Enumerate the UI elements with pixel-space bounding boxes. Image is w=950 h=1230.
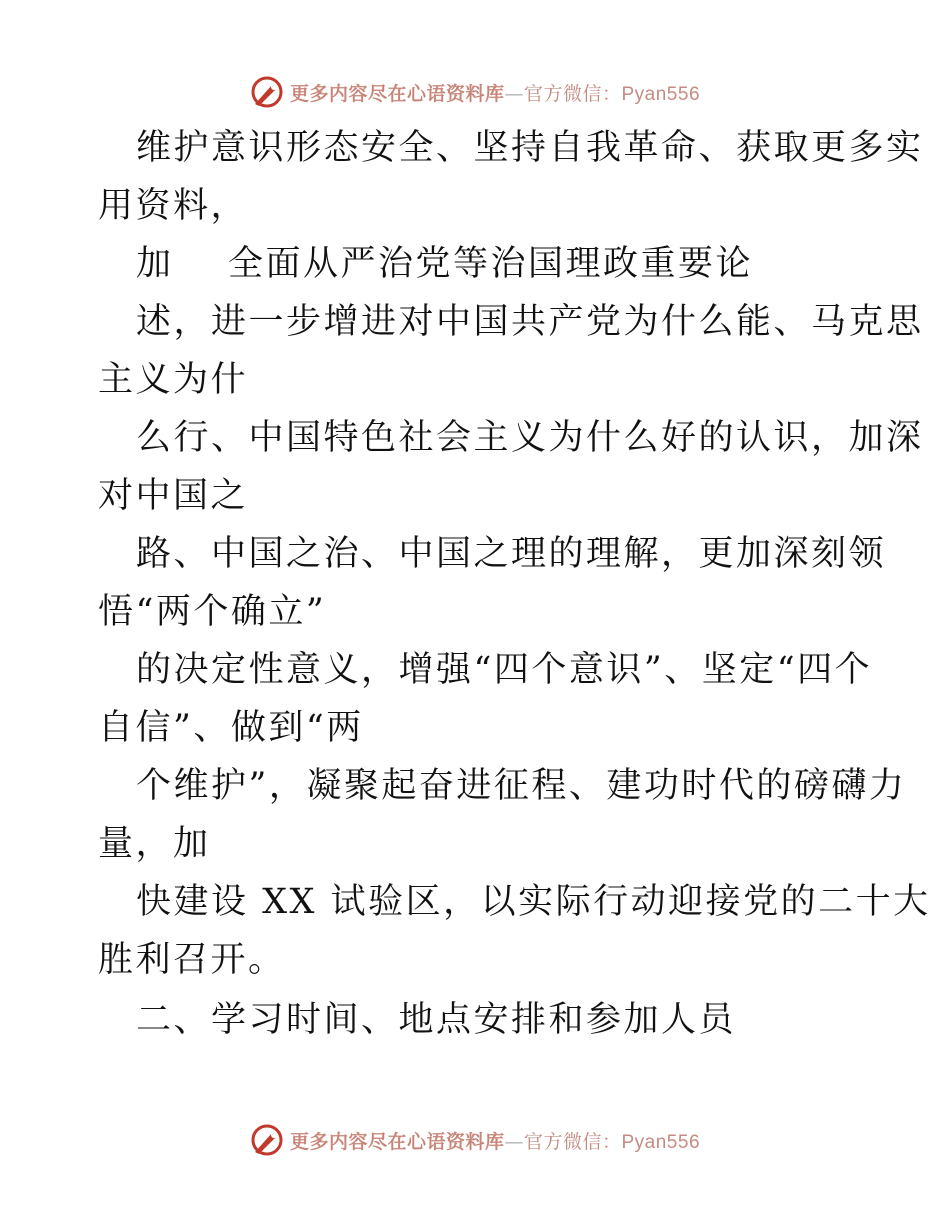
banner-main-text: 更多内容尽在心语资料库 [289, 82, 505, 105]
body-line: 对中国之 [98, 476, 249, 516]
pen-logo-icon [250, 1123, 284, 1157]
header-watermark-banner [0, 72, 950, 112]
banner-separator: — [504, 82, 524, 105]
body-line: 维护意识形态安全、坚持自我革命、获取更多实 [136, 128, 924, 168]
footer-watermark-banner [0, 1120, 950, 1160]
body-line: 自信”、做到“两 [98, 708, 364, 748]
body-line: 加 全面从严治党等治国理政重要论 [136, 244, 754, 284]
pen-logo-icon [250, 75, 284, 109]
banner-separator: — [504, 1130, 524, 1153]
body-line: 路、中国之治、中国之理的理解，更加深刻领 [136, 534, 887, 574]
body-line: 个维护”，凝聚起奋进征程、建功时代的磅礴力 [136, 766, 907, 806]
body-line: 快建设 XX 试验区，以实际行动迎接党的二十大 [136, 882, 931, 922]
body-line: 么行、中国特色社会主义为什么好的认识，加深 [136, 418, 924, 458]
body-line: 悟“两个确立” [98, 592, 327, 632]
banner-text [290, 1127, 700, 1154]
banner-wechat-label: 官方微信： [523, 82, 622, 105]
body-line: 量，加 [98, 824, 211, 864]
body-line: 用资料， [98, 186, 249, 226]
body-line: 主义为什 [98, 360, 249, 400]
banner-text [290, 79, 700, 106]
body-line: 胜利召开。 [98, 940, 286, 980]
body-line: 的决定性意义，增强“四个意识”、坚定“四个 [136, 650, 873, 690]
banner-main-text: 更多内容尽在心语资料库 [289, 1130, 505, 1153]
banner-wechat-label: 官方微信： [523, 1130, 622, 1153]
banner-wechat-id: Pyan556 [621, 83, 701, 105]
section-heading: 二、学习时间、地点安排和参加人员 [136, 1000, 737, 1040]
banner-wechat-id: Pyan556 [621, 1131, 701, 1153]
body-line: 述，进一步增进对中国共产党为什么能、马克思 [136, 302, 924, 342]
